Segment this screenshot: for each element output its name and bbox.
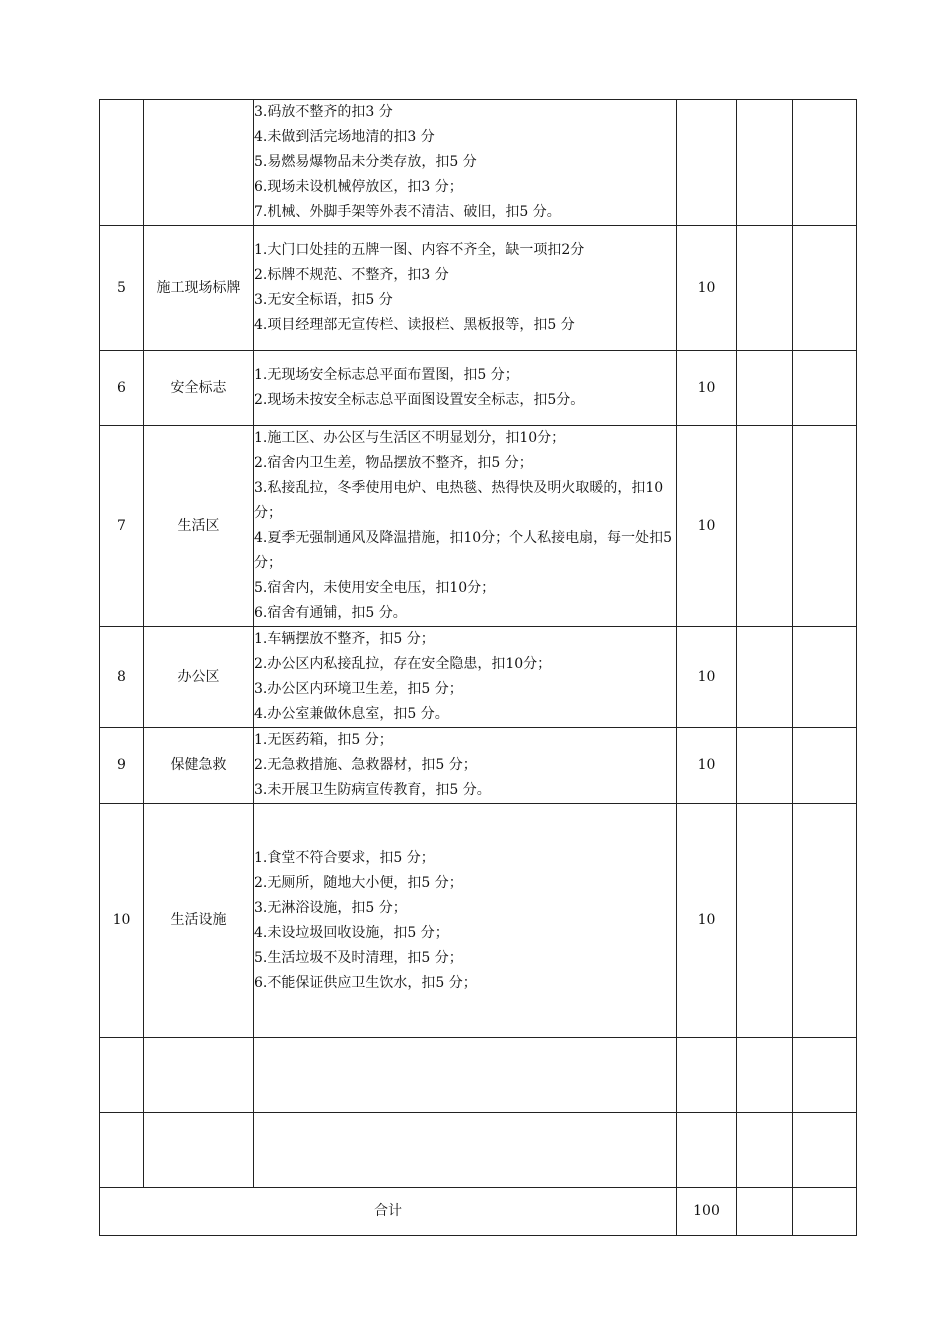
table-row	[100, 426, 857, 627]
deduction-item: 2.现场未按安全标志总平面图设置安全标志，扣5分。	[254, 392, 585, 408]
deduction-item: 4.项目经理部无宣传栏、读报栏、黑板报等，扣5 分	[254, 317, 575, 333]
row-score: 10	[677, 728, 737, 804]
row-deduction-items	[254, 351, 677, 426]
total-row	[100, 1188, 857, 1236]
deduction-item: 1.大门口处挂的五牌一图、内容不齐全，缺一项扣2分	[254, 242, 585, 258]
row-deducted	[737, 351, 793, 426]
row-deduction-items	[254, 226, 677, 351]
deduction-item: 3.未开展卫生防病宣传教育，扣5 分。	[254, 782, 491, 798]
empty-cell	[144, 1038, 254, 1113]
total-actual	[793, 1188, 857, 1236]
table-row	[100, 627, 857, 728]
deduction-item: 2.宿舍内卫生差，物品摆放不整齐，扣5 分；	[254, 455, 533, 471]
deduction-item: 7.机械、外脚手架等外表不清洁、破旧，扣5 分。	[254, 204, 561, 220]
deduction-item: 6.不能保证供应卫生饮水，扣5 分；	[254, 974, 477, 991]
row-category	[144, 100, 254, 226]
row-deducted	[737, 728, 793, 804]
deduction-item: 1.食堂不符合要求，扣5 分；	[254, 849, 435, 866]
row-number: 5	[100, 226, 144, 351]
row-deduction-items	[254, 804, 677, 1038]
empty-cell	[677, 1038, 737, 1113]
empty-row	[100, 1038, 857, 1113]
row-deduction-items	[254, 627, 677, 728]
row-deduction-items	[254, 100, 677, 226]
empty-cell	[144, 1113, 254, 1188]
row-score: 10	[677, 426, 737, 627]
row-actual	[793, 351, 857, 426]
empty-cell	[793, 1038, 857, 1113]
row-score: 10	[677, 627, 737, 728]
row-number: 6	[100, 351, 144, 426]
deduction-item: 3.办公区内环境卫生差，扣5 分；	[254, 681, 463, 697]
deduction-item: 3.无淋浴设施，扣5 分；	[254, 899, 407, 916]
row-category: 安全标志	[144, 351, 254, 426]
inspection-table	[99, 99, 857, 1236]
deduction-item: 1.无医药箱，扣5 分；	[254, 732, 393, 748]
empty-cell	[737, 1113, 793, 1188]
deduction-item: 4.夏季无强制通风及降温措施，扣10分；个人私接电扇，每一处扣5 分；	[254, 530, 673, 571]
row-category: 生活区	[144, 426, 254, 627]
row-actual	[793, 426, 857, 627]
row-deducted	[737, 100, 793, 226]
total-score: 100	[677, 1188, 737, 1236]
row-number: 7	[100, 426, 144, 627]
empty-cell	[677, 1113, 737, 1188]
row-category: 生活设施	[144, 804, 254, 1038]
row-actual	[793, 226, 857, 351]
empty-cell	[254, 1113, 677, 1188]
row-actual	[793, 627, 857, 728]
total-deducted	[737, 1188, 793, 1236]
row-number: 10	[100, 804, 144, 1038]
row-deducted	[737, 426, 793, 627]
table-row	[100, 804, 857, 1038]
row-deducted	[737, 627, 793, 728]
deduction-item: 1.施工区、办公区与生活区不明显划分，扣10分；	[254, 430, 566, 446]
table-row	[100, 728, 857, 804]
deduction-item: 1.无现场安全标志总平面布置图，扣5 分；	[254, 367, 519, 383]
row-category: 施工现场标牌	[144, 226, 254, 351]
deduction-item: 3.无安全标语，扣5 分	[254, 292, 393, 308]
total-label: 合计	[100, 1188, 677, 1236]
row-score	[677, 100, 737, 226]
empty-cell	[737, 1038, 793, 1113]
deduction-item: 1.车辆摆放不整齐，扣5 分；	[254, 631, 435, 647]
row-number: 8	[100, 627, 144, 728]
row-number: 9	[100, 728, 144, 804]
table-row	[100, 226, 857, 351]
deduction-item: 2.无厕所，随地大小便，扣5 分；	[254, 874, 463, 891]
row-deducted	[737, 804, 793, 1038]
deduction-item: 5.易燃易爆物品未分类存放，扣5 分	[254, 154, 477, 170]
empty-cell	[793, 1113, 857, 1188]
row-actual	[793, 804, 857, 1038]
empty-cell	[254, 1038, 677, 1113]
table-row	[100, 351, 857, 426]
row-score: 10	[677, 226, 737, 351]
row-category: 办公区	[144, 627, 254, 728]
row-deduction-items	[254, 426, 677, 627]
row-deduction-items	[254, 728, 677, 804]
table-row	[100, 100, 857, 226]
deduction-item: 6.宿舍有通铺，扣5 分。	[254, 605, 407, 621]
deduction-item: 3.码放不整齐的扣3 分	[254, 104, 393, 120]
deduction-item: 2.无急救措施、急救器材，扣5 分；	[254, 757, 477, 773]
deduction-item: 4.未设垃圾回收设施，扣5 分；	[254, 924, 449, 941]
empty-cell	[100, 1038, 144, 1113]
deduction-item: 6.现场未设机械停放区，扣3 分；	[254, 179, 463, 195]
row-actual	[793, 728, 857, 804]
row-deducted	[737, 226, 793, 351]
row-score: 10	[677, 804, 737, 1038]
empty-row	[100, 1113, 857, 1188]
deduction-item: 2.办公区内私接乱拉，存在安全隐患，扣10分；	[254, 656, 552, 672]
deduction-item: 4.未做到活完场地清的扣3 分	[254, 129, 435, 145]
row-actual	[793, 100, 857, 226]
row-number	[100, 100, 144, 226]
row-score: 10	[677, 351, 737, 426]
deduction-item: 5.生活垃圾不及时清理，扣5 分；	[254, 949, 463, 966]
deduction-item: 3.私接乱拉，冬季使用电炉、电热毯、热得快及明火取暖的，扣10分；	[254, 480, 664, 521]
deduction-item: 2.标牌不规范、不整齐，扣3 分	[254, 267, 449, 283]
deduction-item: 4.办公室兼做休息室，扣5 分。	[254, 706, 449, 722]
deduction-item: 5.宿舍内，未使用安全电压，扣10分；	[254, 580, 496, 596]
empty-cell	[100, 1113, 144, 1188]
row-category: 保健急救	[144, 728, 254, 804]
